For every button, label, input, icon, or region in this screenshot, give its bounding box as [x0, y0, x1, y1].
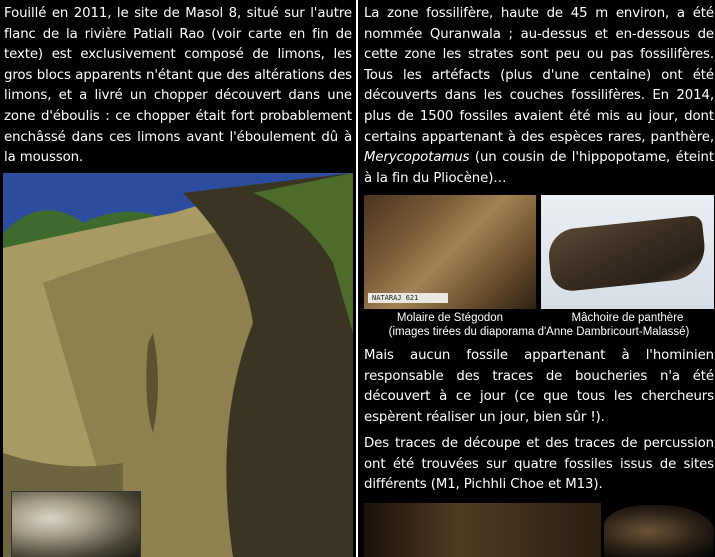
- cut-marks-fossil-photo: [364, 503, 601, 557]
- percussion-fossil-photo: [604, 505, 714, 557]
- masol-site-photo: [3, 173, 353, 557]
- caption-credit: (images tirées du diaporama d'Anne Dambricourt-Malassé): [388, 326, 690, 338]
- right-paragraph-1-end: (un cousin de l'hippopotame, éteint à la fin du Pliocène)…: [364, 150, 714, 186]
- column-divider: [356, 0, 358, 557]
- right-paragraph-3: Des traces de découpe et des traces de percussion ont été trouvées sur quatre fossiles issus de sites différents (M1, Pichhli Choe et M13).: [364, 436, 714, 493]
- chopper-inset-photo: [11, 491, 141, 557]
- caption-molar: Molaire de Stégodon: [396, 312, 504, 324]
- scale-ruler: [368, 293, 448, 303]
- caption-jaw: Mâchoire de panthère: [571, 312, 684, 324]
- jaw-bone: [546, 215, 708, 293]
- left-paragraph: Fouillé en 2011, le site de Masol 8, situé sur l'autre flanc de la rivière Patiali Rao (voir carte en fin de texte) est exclusivement composé de limons, les gros blocs apparents n'étant que des altérations des limons, et a livré un chopper découvert dans une zone d'éboulis : ce chopper était fort probablement enchâssé dans ces limons avant l'éboulement dû à la mousson.: [4, 6, 352, 166]
- right-paragraph-1: [364, 4, 714, 189]
- right-paragraph-1-text: La zone fossilifère, haute de 45 m environ, a été nommée Quranwala ; au-dessus et en-dessous de cette zone les strates sont peu ou pas fossilifères. Tous les artéfacts (plus d'une centaine) ont été découverts dans les couches fossilifères. En 2014, plus de 1500 fossiles avaient été mis au jour, dont certains appartenant à des espèces rares, panthère,: [364, 6, 714, 145]
- panther-jaw-photo: [541, 195, 714, 309]
- merycopotamus-term: Merycopotamus: [364, 150, 470, 166]
- ruler-label: NATARAJ 621: [372, 294, 419, 302]
- right-paragraph-2: Mais aucun fossile appartenant à l'hominien responsable des traces de boucheries n'a été découvert à ce jour (ce que tous les chercheurs espèrent réaliser un jour, bien sûr !).: [364, 348, 714, 425]
- stegodon-molar-photo: [364, 195, 536, 309]
